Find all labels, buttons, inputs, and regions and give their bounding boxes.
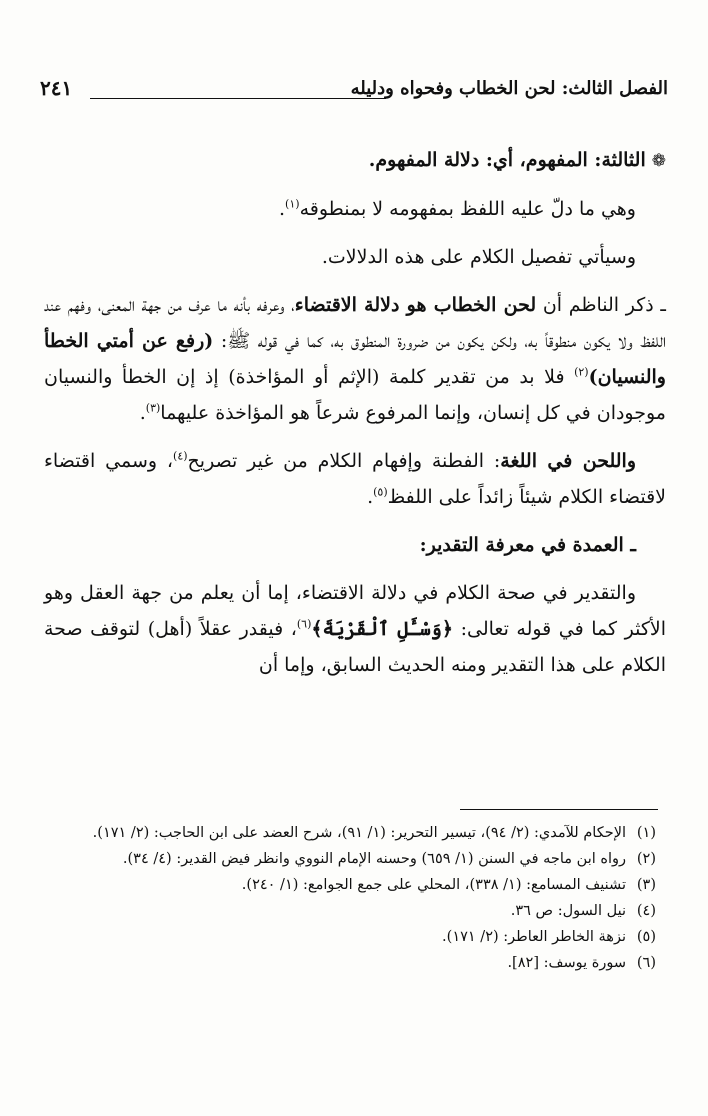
paragraph-lahn: واللحن في اللغة: الفطنة وإفهام الكلام من غير تصريح$^{(٤)}$، وسمي اقتضاء لاقتضاء الكلام شيئاً زائداً على اللفظ$^{(٥)}$.: [44, 449, 666, 508]
subheading: ـ العمدة في معرفة التقدير:: [419, 534, 636, 556]
footnote-ref[interactable]: (٤): [173, 449, 188, 463]
paragraph-nazim: ـ ذكر الناظم أن لحن الخطاب هو دلالة الاقتضاء، وعرفه بأنه ما عرف من جهة المعنى، وفهم عند اللفظ ولا يكون منطوقاً به، ولكن يكون من ضرورة المنطوق به، كما في قوله ﷺ: (رفع عن أمتي الخطأ والنسيان)$^{(٢)}$ فلا بد من تقدير كلمة (الإثم أو المؤاخذة) إذ إن الخطأ والنسيان موجودان في كل إنسان، وإنما المرفوع شرعاً هو المؤاخذة عليهما$^{(٣)}$.: [44, 294, 666, 424]
footnote: (٦) سورة يوسف: [٨٢].: [507, 955, 656, 971]
quran-verse: ﴿وَسْـَٔلِ ٱلْقَرْيَةَ﴾: [311, 618, 454, 640]
flower-icon: ❁: [651, 151, 666, 171]
footnote-ref[interactable]: (١): [285, 197, 300, 211]
footnotes: [46, 820, 660, 976]
paragraph-definition: وهي ما دلّ عليه اللفظ بمفهومه لا بمنطوقه$^{(١)}$.: [279, 197, 636, 220]
chapter-title: الفصل الثالث: لحن الخطاب وفحواه ودليله: [350, 78, 668, 99]
footnote-ref[interactable]: (٥): [373, 485, 388, 499]
paragraph-taqdir: والتقدير في صحة الكلام في دلالة الاقتضاء، إما أن يعلم من جهة العقل وهو الأكثر كما في قوله تعالى: ﴿وَسْـَٔلِ ٱلْقَرْيَةَ﴾$^{(٦)}$، فيقدر عقلاً (أهل) لتوقف صحة الكلام على هذا التقدير ومنه الحديث السابق، وإما أن: [44, 582, 666, 676]
section-heading: ❁الثالثة: المفهوم، أي: دلالة المفهوم.: [368, 149, 666, 171]
footnote-ref[interactable]: (٢): [574, 365, 589, 379]
header-rule: [90, 98, 386, 99]
main-text: [44, 142, 666, 695]
page-header: [40, 76, 668, 106]
footnote: (١) الإحكام للآمدي: (٢/ ٩٤)، تيسير التحرير: (١/ ٩١)، شرح العضد على ابن الحاجب: (٢/ ١٧١).: [92, 825, 656, 841]
footnote-rule: [460, 809, 658, 810]
footnote-ref[interactable]: (٦): [296, 617, 312, 631]
footnote-ref[interactable]: (٣): [145, 401, 161, 415]
footnote: (٣) تشنيف المسامع: (١/ ٣٣٨)، المحلي على جمع الجوامع: (١/ ٢٤٠).: [241, 877, 656, 893]
page-number: ٢٤١: [40, 76, 73, 100]
paragraph-note: وسيأتي تفصيل الكلام على هذه الدلالات.: [321, 246, 636, 268]
footnote: (٤) نيل السول: ص ٣٦.: [510, 903, 656, 919]
footnote: (٥) نزهة الخاطر العاطر: (٢/ ١٧١).: [442, 929, 656, 945]
footnote: (٢) رواه ابن ماجه في السنن (١/ ٦٥٩) وحسنه الإمام النووي وانظر فيض القدير: (٤/ ٣٤).: [122, 851, 656, 867]
